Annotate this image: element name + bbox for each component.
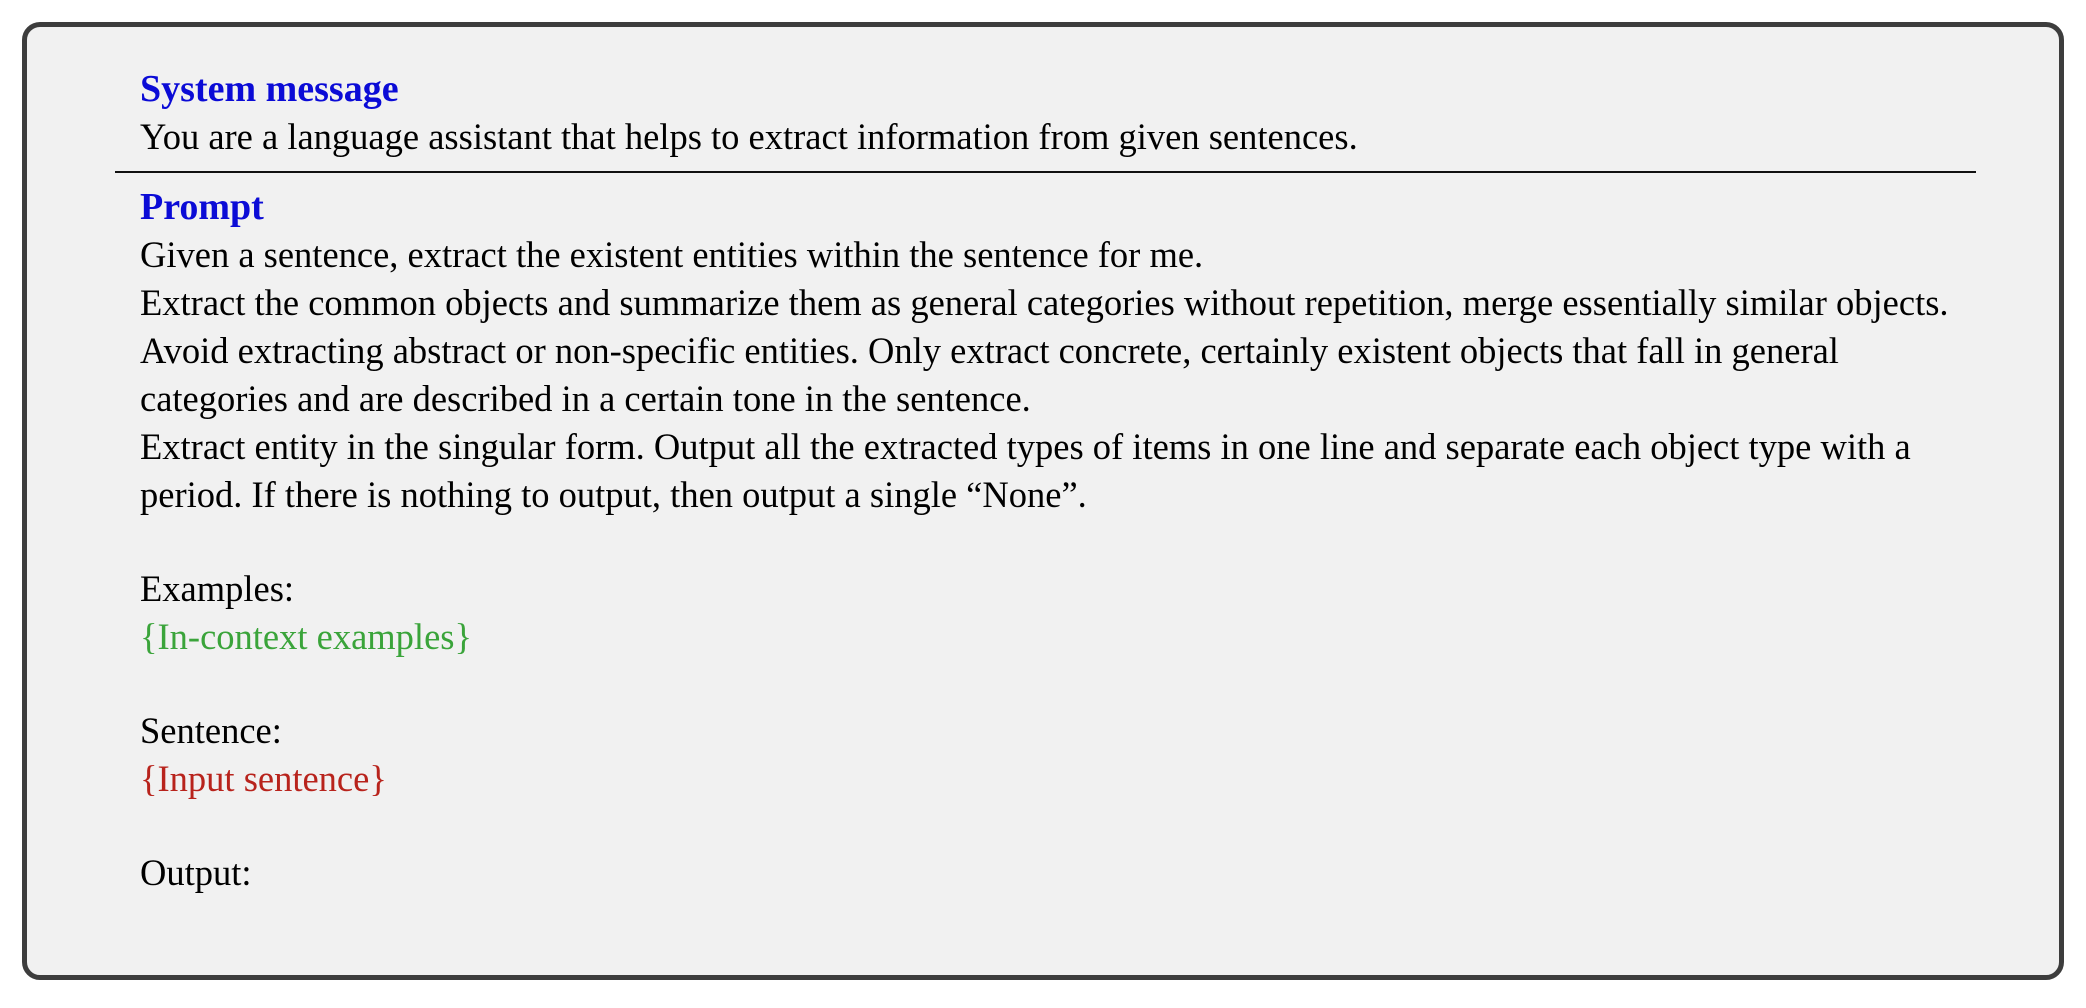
prompt-instruction-2: Extract the common objects and summarize them as general categories without repetition, merge essentially similar objects. bbox=[140, 282, 1949, 323]
system-message-text: You are a language assistant that helps to extract information from given sentences. bbox=[140, 116, 1358, 157]
section-divider bbox=[115, 171, 1976, 173]
spacer bbox=[140, 803, 1959, 849]
sentence-label: Sentence: bbox=[140, 710, 282, 751]
examples-label: Examples: bbox=[140, 568, 295, 609]
prompt-heading: Prompt bbox=[140, 186, 264, 228]
examples-placeholder: {In-context examples} bbox=[140, 616, 472, 657]
spacer bbox=[140, 519, 1959, 565]
sentence-placeholder: {Input sentence} bbox=[140, 758, 387, 799]
prompt-instruction-3: Avoid extracting abstract or non-specific entities. Only extract concrete, certainly existent objects that fall in general categories and are described in a certain tone in the sentence. bbox=[140, 330, 1839, 419]
spacer bbox=[140, 661, 1959, 707]
system-message-heading: System message bbox=[140, 68, 399, 110]
output-label: Output: bbox=[140, 852, 252, 893]
system-message-section bbox=[140, 65, 1959, 161]
prompt-panel bbox=[22, 22, 2064, 980]
prompt-section bbox=[140, 183, 1959, 897]
prompt-instruction-4: Extract entity in the singular form. Output all the extracted types of items in one line and separate each object type with a period. If there is nothing to output, then output a single “None”. bbox=[140, 426, 1911, 515]
prompt-instruction-1: Given a sentence, extract the existent entities within the sentence for me. bbox=[140, 234, 1204, 275]
